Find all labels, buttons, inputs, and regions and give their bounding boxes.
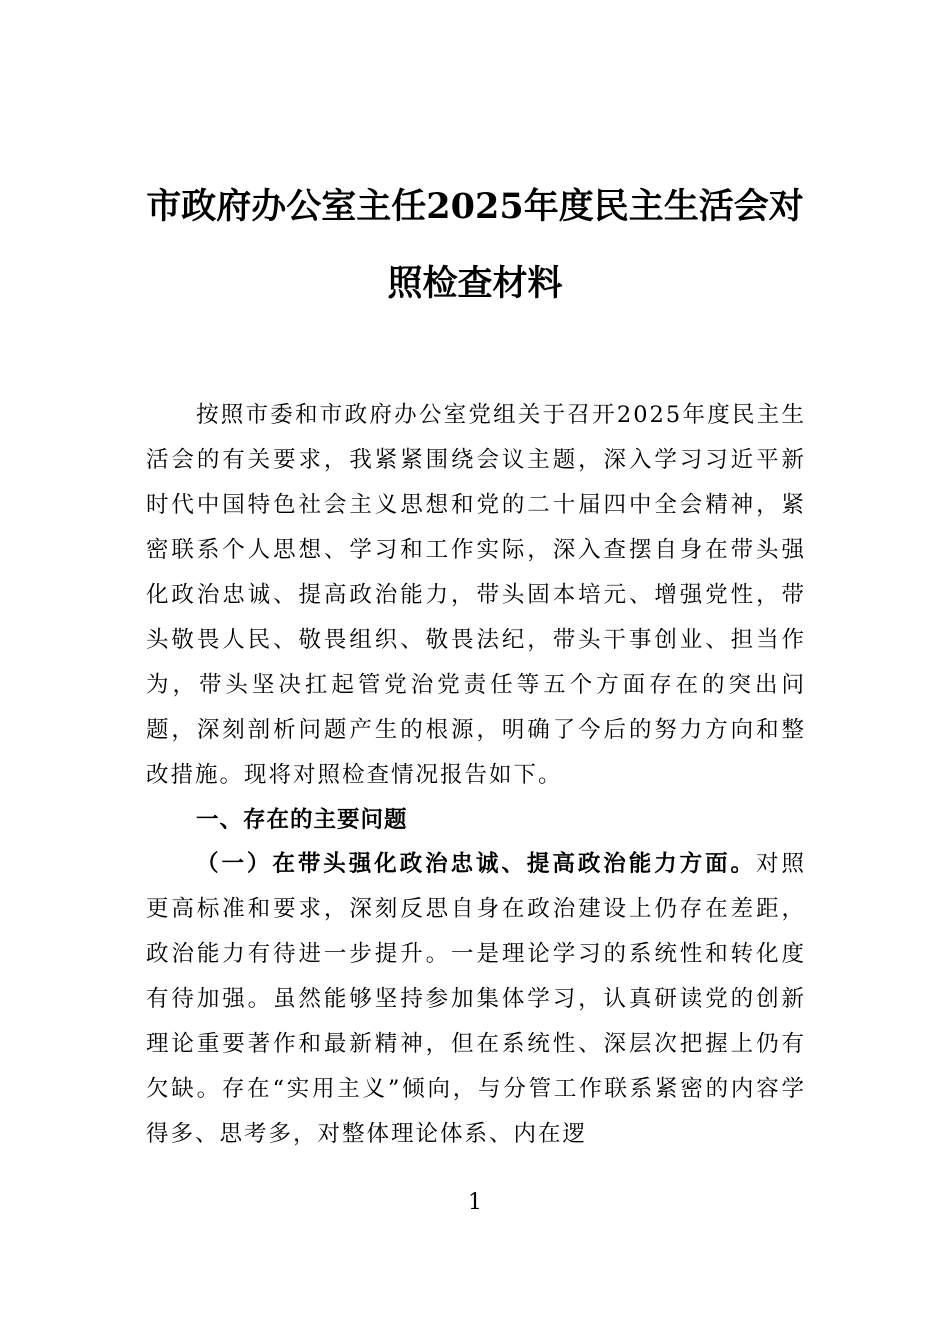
title-line-2: 照检查材料 bbox=[387, 263, 563, 304]
subsection-text: 对照更高标准和要求，深刻反思自身在政治建设上仍存在差距，政治能力有待进一步提升。一是理论学习的系统性和转化度有待加强。虽然能够坚持参加集体学习，认真研读党的创新理论重要著作和最新精神，但在系统性、深层次把握上仍有欠缺。存在“实用主义”倾向，与分管工作联系紧密的内容学得多、思考多，对整体理论体系、内在逻 bbox=[146, 851, 806, 1147]
title-line-1: 市政府办公室主任2025年度民主生活会对 bbox=[146, 186, 804, 227]
subsection-paragraph bbox=[146, 842, 806, 1157]
subsection-heading: （一）在带头强化政治忠诚、提高政治能力方面。 bbox=[196, 851, 757, 877]
section-heading: 一、存在的主要问题 bbox=[196, 807, 408, 833]
document-title bbox=[120, 168, 830, 322]
page-number: 1 bbox=[468, 1190, 482, 1215]
intro-paragraph: 按照市委和市政府办公室党组关于召开2025年度民主生活会的有关要求，我紧紧围绕会议主题，深入学习习近平新时代中国特色社会主义思想和党的二十届四中全会精神，紧密联系个人思想、学习和工作实际，深入查摆自身在带头强化政治忠诚、提高政治能力，带头固本培元、增强党性，带头敬畏人民、敬畏组织、敬畏法纪，带头干事创业、担当作为，带头坚决扛起管党治党责任等五个方面存在的突出问题，深刻剖析问题产生的根源，明确了今后的努力方向和整改措施。现将对照检查情况报告如下。 bbox=[146, 402, 806, 788]
